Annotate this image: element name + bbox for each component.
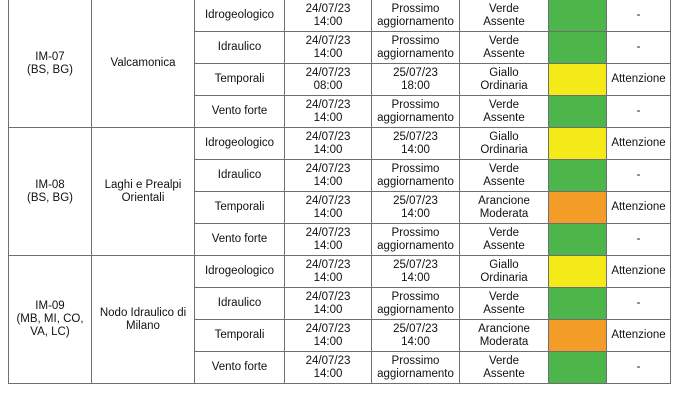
valid-from <box>285 224 372 256</box>
zone-area-label: Laghi e Prealpi Orientali <box>104 178 182 204</box>
valid-from-line: 08:00 <box>313 79 343 92</box>
alert-color-swatch <box>549 224 607 256</box>
alert-note <box>607 352 671 384</box>
alert-table <box>8 0 671 384</box>
valid-from <box>285 64 372 96</box>
alert-level <box>460 32 549 64</box>
alert-note-line: - <box>636 297 641 309</box>
valid-from <box>285 192 372 224</box>
alert-level <box>460 64 549 96</box>
alert-note-line: Attenzione <box>611 265 666 277</box>
valid-from <box>285 288 372 320</box>
valid-to-line: Prossimo <box>391 162 440 175</box>
alert-note-line: Attenzione <box>611 137 666 149</box>
risk-type <box>195 128 285 160</box>
alert-note <box>607 64 671 96</box>
risk-type-line: Idraulico <box>217 169 262 181</box>
table-row <box>9 256 671 288</box>
alert-level-line: Assente <box>483 15 525 28</box>
risk-type-line: Idrogeologico <box>204 9 275 21</box>
alert-color-swatch <box>549 128 607 160</box>
valid-from-line: 14:00 <box>313 111 343 124</box>
valid-to-line: aggiornamento <box>377 303 454 316</box>
valid-to-line: aggiornamento <box>377 175 454 188</box>
table-row <box>9 128 671 160</box>
valid-to-line: Prossimo <box>391 226 440 239</box>
alert-table-body <box>9 0 671 384</box>
risk-type <box>195 96 285 128</box>
alert-level-line: Arancione <box>478 322 530 335</box>
alert-note-line: Attenzione <box>611 329 666 341</box>
zone-code: IM-08 <box>35 178 65 191</box>
valid-from <box>285 128 372 160</box>
alert-color-swatch <box>549 192 607 224</box>
alert-color-swatch <box>549 352 607 384</box>
risk-type <box>195 352 285 384</box>
valid-to <box>372 192 460 224</box>
alert-level-line: Assente <box>483 239 525 252</box>
alert-level-line: Giallo <box>489 258 519 271</box>
risk-type-line: Vento forte <box>211 233 268 245</box>
valid-to <box>372 256 460 288</box>
valid-to-line: 25/07/23 <box>393 258 438 271</box>
alert-level <box>460 0 549 32</box>
valid-to <box>372 128 460 160</box>
alert-level <box>460 192 549 224</box>
valid-from-line: 14:00 <box>313 335 343 348</box>
alert-level-line: Arancione <box>478 194 530 207</box>
valid-from <box>285 96 372 128</box>
alert-note <box>607 0 671 32</box>
alert-level <box>460 96 549 128</box>
alert-color-swatch <box>549 0 607 32</box>
alert-note-line: - <box>636 169 641 181</box>
zone-code-cell <box>9 256 92 384</box>
zone-code-cell <box>9 128 92 256</box>
zone-area-label: Valcamonica <box>110 57 176 69</box>
valid-from-line: 24/07/23 <box>305 194 351 207</box>
valid-from-line: 24/07/23 <box>305 130 351 143</box>
valid-to-line: aggiornamento <box>377 367 454 380</box>
alert-note <box>607 224 671 256</box>
zone-provinces: (MB, MI, CO, VA, LC) <box>16 313 84 338</box>
risk-type <box>195 224 285 256</box>
alert-note-line: Attenzione <box>611 73 666 85</box>
risk-type <box>195 320 285 352</box>
valid-from-line: 14:00 <box>313 367 343 380</box>
zone-code: IM-09 <box>35 300 65 312</box>
alert-level-line: Assente <box>483 175 525 188</box>
valid-from-line: 14:00 <box>313 207 343 220</box>
valid-to <box>372 160 460 192</box>
alert-level-line: Verde <box>488 162 520 175</box>
valid-to <box>372 64 460 96</box>
valid-from-line: 24/07/23 <box>305 322 351 335</box>
alert-level-line: Giallo <box>489 66 519 79</box>
alert-note <box>607 32 671 64</box>
alert-note-line: Attenzione <box>611 201 666 213</box>
valid-from-line: 24/07/23 <box>305 290 351 303</box>
alert-color-swatch <box>549 64 607 96</box>
valid-from <box>285 0 372 32</box>
alert-color-swatch <box>549 320 607 352</box>
valid-from <box>285 320 372 352</box>
valid-to <box>372 32 460 64</box>
alert-color-swatch <box>549 96 607 128</box>
risk-type-line: Idrogeologico <box>204 265 275 277</box>
valid-to-line: Prossimo <box>391 290 440 303</box>
valid-to-line: 14:00 <box>401 207 430 220</box>
alert-color-swatch <box>549 256 607 288</box>
valid-from-line: 24/07/23 <box>305 66 351 79</box>
alert-level <box>460 320 549 352</box>
valid-from-line: 14:00 <box>313 47 343 60</box>
valid-to <box>372 288 460 320</box>
alert-level <box>460 288 549 320</box>
alert-note-line: - <box>636 233 641 245</box>
alert-note <box>607 288 671 320</box>
valid-to-line: 14:00 <box>401 143 430 156</box>
alert-level-line: Assente <box>483 303 525 316</box>
risk-type <box>195 256 285 288</box>
valid-to-line: Prossimo <box>391 98 440 111</box>
valid-from-line: 14:00 <box>313 143 343 156</box>
alert-level-line: Verde <box>488 226 520 239</box>
risk-type <box>195 32 285 64</box>
alert-note <box>607 160 671 192</box>
zone-code-cell <box>9 0 92 128</box>
alert-level <box>460 224 549 256</box>
valid-from-line: 24/07/23 <box>305 34 351 47</box>
valid-to-line: aggiornamento <box>377 111 454 124</box>
valid-to <box>372 0 460 32</box>
risk-type-line: Idraulico <box>217 41 262 53</box>
alert-level-line: Giallo <box>489 130 519 143</box>
risk-type-line: Temporali <box>214 73 265 85</box>
valid-from <box>285 32 372 64</box>
alert-color-swatch <box>549 32 607 64</box>
alert-level-line: Verde <box>488 290 520 303</box>
alert-level-line: Assente <box>483 47 525 60</box>
alert-level-line: Verde <box>488 2 520 15</box>
zone-area <box>92 128 195 256</box>
valid-to <box>372 224 460 256</box>
risk-type <box>195 160 285 192</box>
alert-color-swatch <box>549 160 607 192</box>
alert-level-line: Verde <box>488 34 520 47</box>
alert-level-line: Assente <box>483 111 525 124</box>
valid-from-line: 14:00 <box>313 239 343 252</box>
alert-level-line: Assente <box>483 367 525 380</box>
valid-to-line: 14:00 <box>401 335 430 348</box>
alert-level <box>460 256 549 288</box>
valid-from-line: 24/07/23 <box>305 258 351 271</box>
alert-level-line: Verde <box>488 98 520 111</box>
zone-area <box>92 0 195 128</box>
alert-note <box>607 256 671 288</box>
alert-level <box>460 352 549 384</box>
table-row <box>9 0 671 32</box>
valid-from-line: 14:00 <box>313 271 343 284</box>
valid-to-line: Prossimo <box>391 34 440 47</box>
valid-to-line: Prossimo <box>391 2 440 15</box>
risk-type-line: Idraulico <box>217 297 262 309</box>
zone-provinces: (BS, BG) <box>26 63 73 76</box>
valid-from <box>285 256 372 288</box>
risk-type <box>195 192 285 224</box>
alert-note-line: - <box>636 9 641 21</box>
alert-note <box>607 320 671 352</box>
risk-type-line: Temporali <box>214 329 265 341</box>
alert-level-line: Verde <box>488 354 520 367</box>
valid-from-line: 24/07/23 <box>305 2 351 15</box>
alert-note <box>607 128 671 160</box>
valid-from <box>285 160 372 192</box>
valid-to-line: 25/07/23 <box>393 130 438 143</box>
valid-to-line: aggiornamento <box>377 239 454 252</box>
valid-to-line: 25/07/23 <box>393 322 438 335</box>
alert-level-line: Ordinaria <box>480 143 528 156</box>
valid-to-line: aggiornamento <box>377 47 454 60</box>
alert-note-line: - <box>636 361 641 373</box>
zone-provinces: (BS, BG) <box>26 191 73 204</box>
valid-to <box>372 352 460 384</box>
alert-note-line: - <box>636 41 641 53</box>
valid-to-line: Prossimo <box>391 354 440 367</box>
risk-type-line: Idrogeologico <box>204 137 275 149</box>
valid-from-line: 24/07/23 <box>305 162 351 175</box>
valid-from-line: 14:00 <box>313 15 343 28</box>
valid-to <box>372 96 460 128</box>
alert-level <box>460 160 549 192</box>
risk-type <box>195 64 285 96</box>
valid-to-line: 25/07/23 <box>393 66 438 79</box>
alert-color-swatch <box>549 288 607 320</box>
alert-note <box>607 192 671 224</box>
valid-from <box>285 352 372 384</box>
valid-to-line: 18:00 <box>401 79 430 92</box>
valid-to-line: 25/07/23 <box>393 194 438 207</box>
alert-level-line: Ordinaria <box>480 79 528 92</box>
valid-from-line: 14:00 <box>313 303 343 316</box>
valid-to-line: aggiornamento <box>377 15 454 28</box>
zone-code: IM-07 <box>35 50 65 63</box>
zone-area <box>92 256 195 384</box>
risk-type-line: Vento forte <box>211 105 268 117</box>
valid-to <box>372 320 460 352</box>
alert-level <box>460 128 549 160</box>
alert-note <box>607 96 671 128</box>
valid-from-line: 14:00 <box>313 175 343 188</box>
zone-area-label: Nodo Idraulico di Milano <box>99 306 187 332</box>
risk-type <box>195 0 285 32</box>
valid-from-line: 24/07/23 <box>305 226 351 239</box>
valid-from-line: 24/07/23 <box>305 98 351 111</box>
alert-level-line: Ordinaria <box>480 271 528 284</box>
alert-note-line: - <box>636 105 641 117</box>
risk-type-line: Vento forte <box>211 361 268 373</box>
alert-level-line: Moderata <box>479 335 529 348</box>
risk-type-line: Temporali <box>214 201 265 213</box>
alert-level-line: Moderata <box>479 207 529 220</box>
valid-from-line: 24/07/23 <box>305 354 351 367</box>
risk-type <box>195 288 285 320</box>
valid-to-line: 14:00 <box>401 271 430 284</box>
